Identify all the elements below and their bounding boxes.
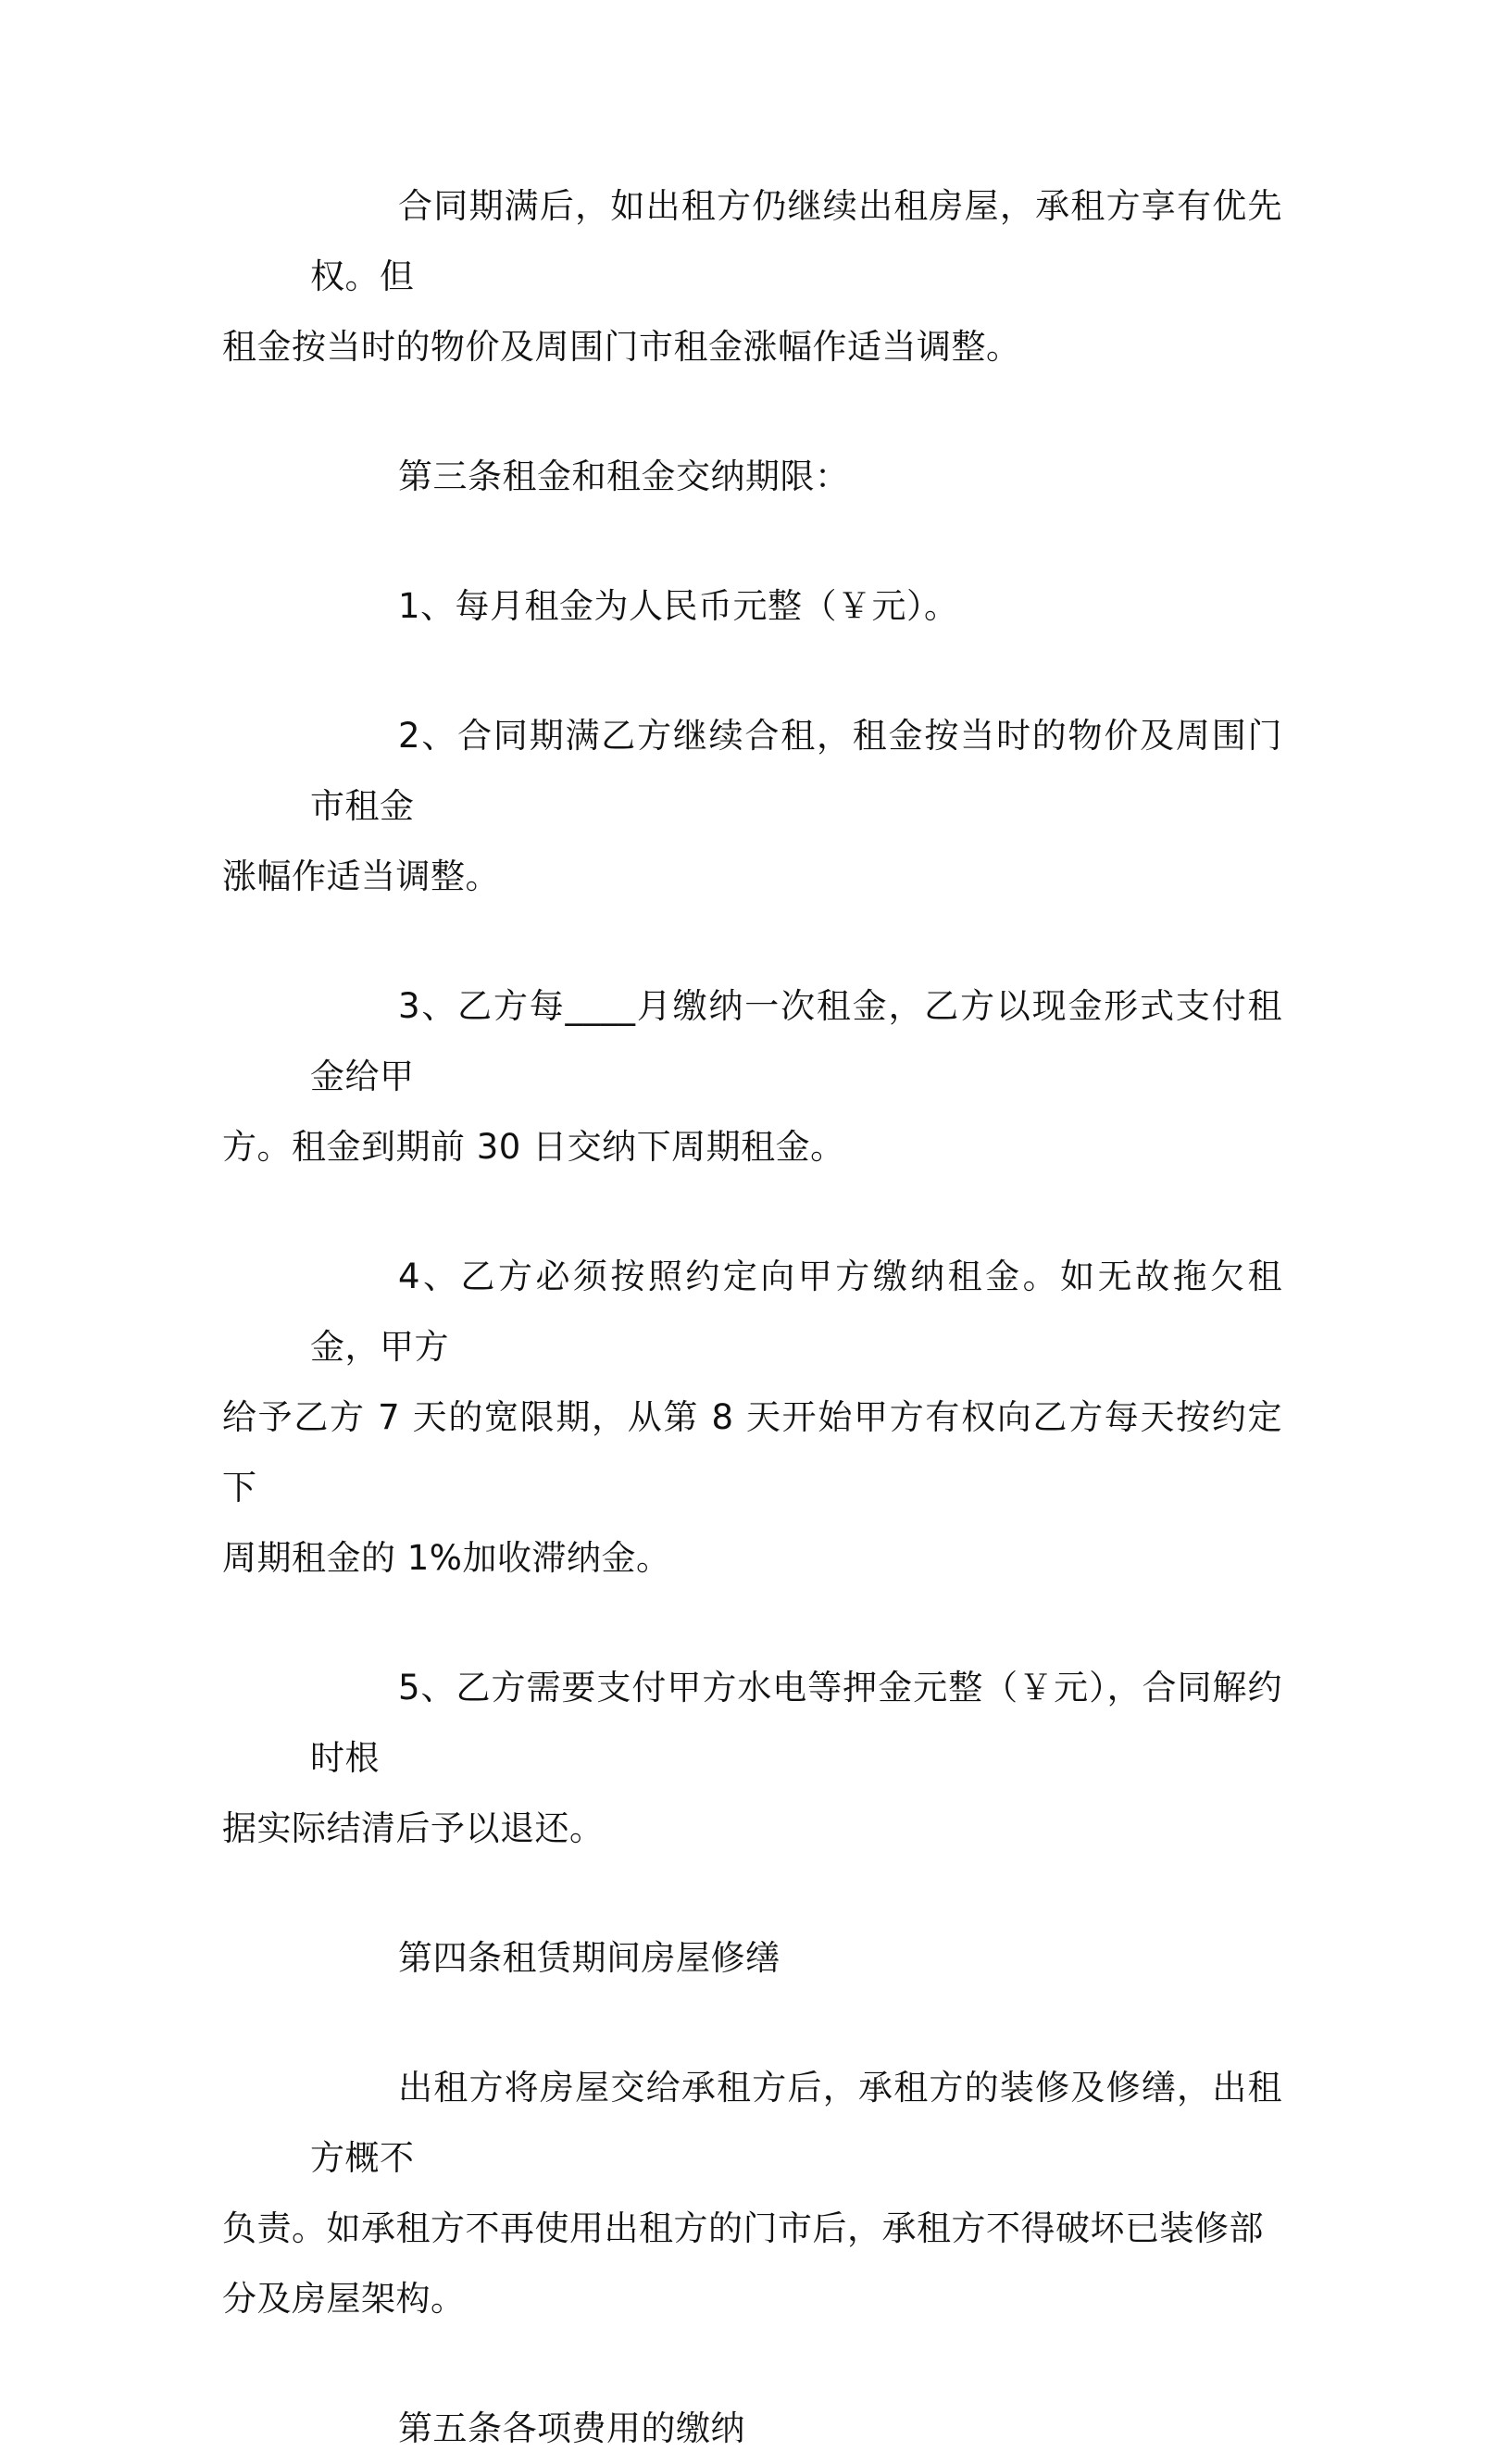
text-line: 2、合同期满乙方继续合租，租金按当时的物价及周围门市租金 — [310, 716, 1282, 826]
text-line: 出租方将房屋交给承租方后，承租方的装修及修缮，出租方概不 — [310, 2068, 1282, 2178]
text-line: 3、乙方每____月缴纳一次租金，乙方以现金形式支付租金给甲 — [310, 986, 1282, 1096]
text-line: 第四条租赁期间房屋修缮 — [398, 1938, 780, 1978]
paragraph-renewal-priority — [222, 171, 1282, 382]
text-line: 涨幅作适当调整。 — [222, 857, 500, 896]
text-line: 第五条各项费用的缴纳 — [398, 2408, 745, 2448]
text-line: 合同期满后，如出租方仍继续出租房屋，承租方享有优先权。但 — [310, 186, 1282, 296]
text-line: 方。租金到期前 30 日交纳下周期租金。 — [222, 1127, 845, 1167]
clause-1-monthly-rent — [222, 571, 1282, 642]
section-heading-fees — [222, 2394, 1282, 2464]
text-line: 给予乙方 7 天的宽限期，从第 8 天开始甲方有权向乙方每天按约定下 — [222, 1397, 1282, 1507]
clause-2-renewal-adjustment — [222, 701, 1282, 912]
document-page — [222, 171, 1282, 2464]
text-line: 1、每月租金为人民币元整（￥元）。 — [398, 586, 959, 626]
text-line: 周期租金的 1%加收滞纳金。 — [222, 1538, 671, 1578]
text-line: 负责。如承租方不再使用出租方的门市后，承租方不得破坏已装修部 — [222, 2208, 1264, 2248]
paragraph-repairs-responsibility — [222, 2053, 1282, 2334]
text-line: 据实际结清后予以退还。 — [222, 1808, 605, 1848]
clause-5-deposit — [222, 1653, 1282, 1864]
text-line: 分及房屋架构。 — [222, 2279, 466, 2319]
clause-4-late-fee — [222, 1242, 1282, 1594]
text-line: 第三条租金和租金交纳期限： — [398, 457, 850, 496]
section-heading-rent-terms — [222, 442, 1282, 512]
clause-3-payment-schedule — [222, 971, 1282, 1182]
text-line: 租金按当时的物价及周围门市租金涨幅作适当调整。 — [222, 327, 1021, 367]
section-heading-repairs — [222, 1923, 1282, 1994]
text-line: 5、乙方需要支付甲方水电等押金元整（￥元），合同解约时根 — [310, 1668, 1282, 1778]
text-line: 4、乙方必须按照约定向甲方缴纳租金。如无故拖欠租金，甲方 — [310, 1257, 1282, 1367]
